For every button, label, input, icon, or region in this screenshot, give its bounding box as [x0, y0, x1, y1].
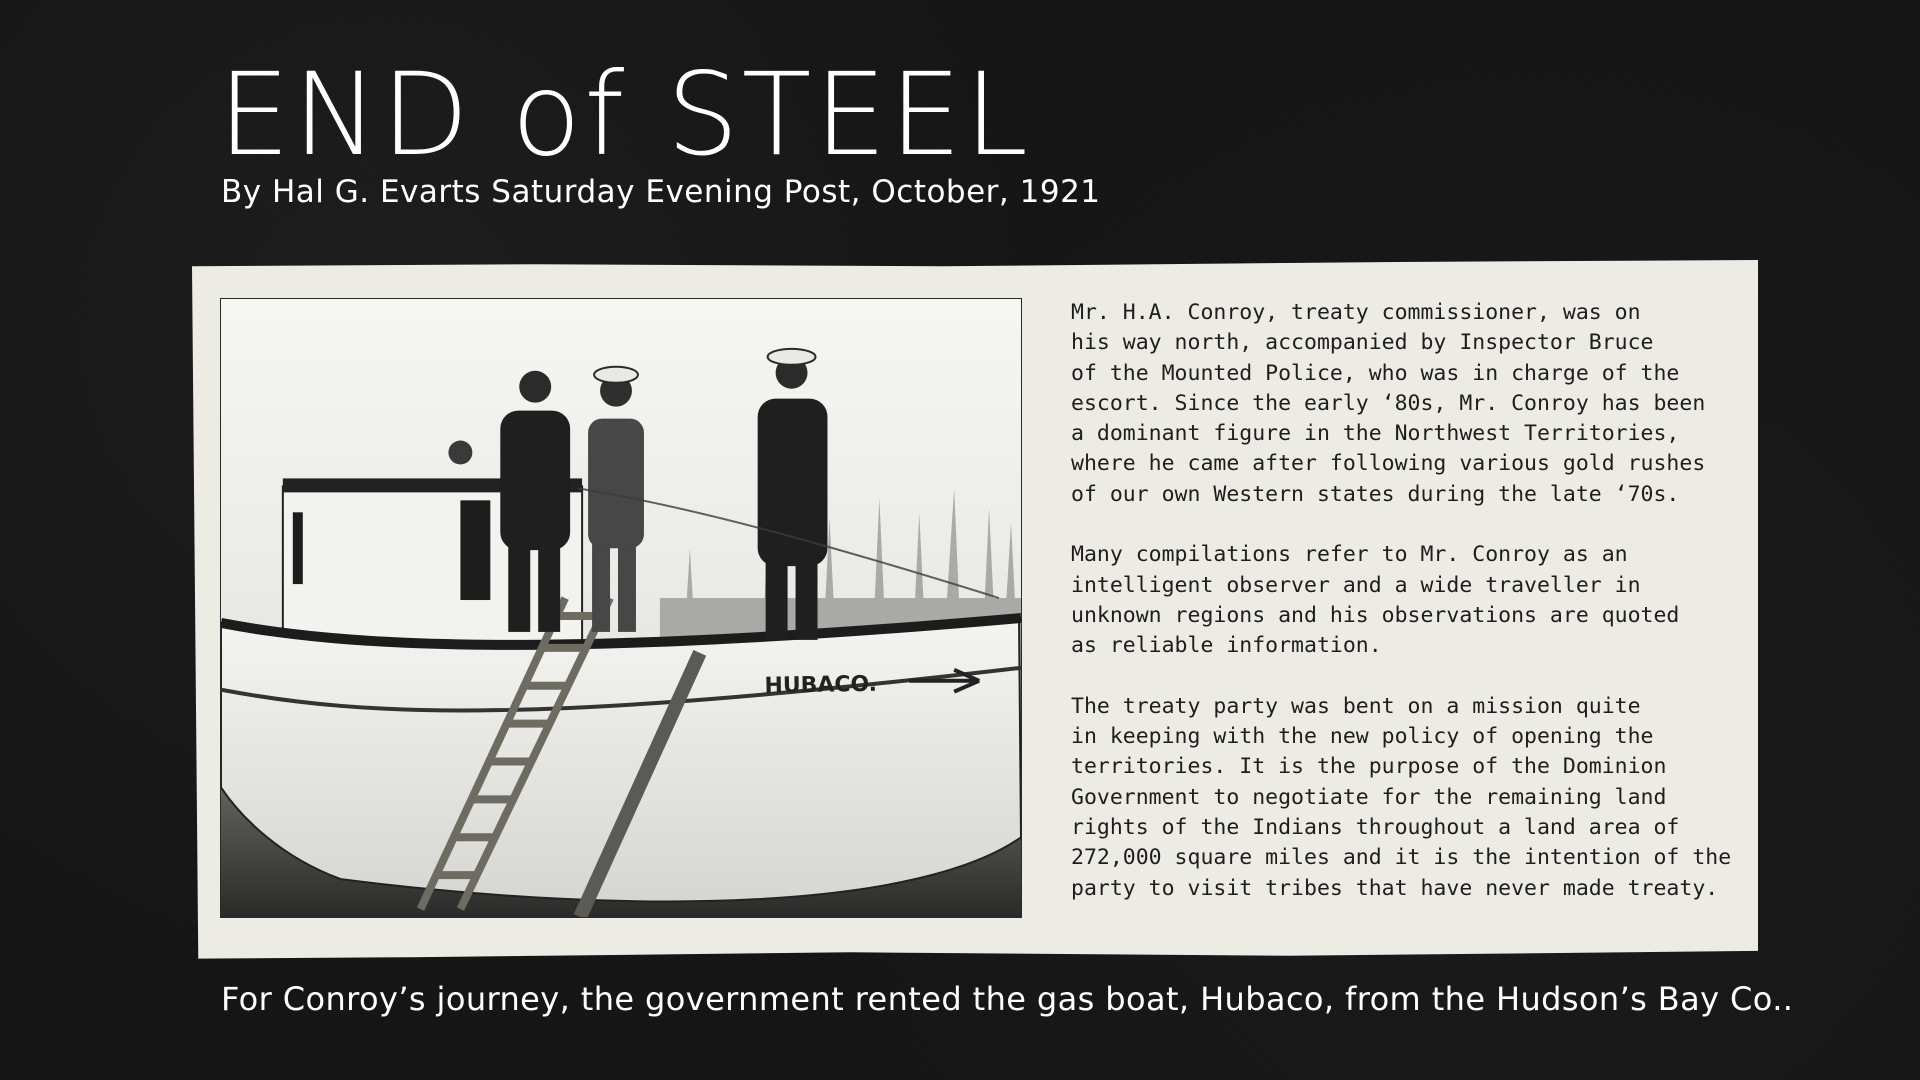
article-paragraph: The treaty party was bent on a mission quite in keeping with the new policy of opening the territories. It is the purpose of the Dominion Government to negotiate for the remaining land rights of the Indians throughout a land area of 272,000 square miles and it is the intention of the party to visit tribes that have never made treaty.: [1071, 693, 1732, 901]
boat-photo-illustration: [221, 299, 1021, 917]
photo-caption: For Conroy’s journey, the government rented the gas boat, Hubaco, from the Hudson’s Bay Co..: [221, 980, 1794, 1018]
byline: By Hal G. Evarts Saturday Evening Post, October, 1921: [221, 174, 1101, 210]
hull-lettering: HUBACO.: [764, 671, 878, 699]
hull: [221, 618, 1021, 901]
page-title: END of STEEL: [218, 48, 1032, 181]
article-text: [1071, 298, 1751, 934]
boat-photo: [220, 298, 1022, 918]
article-paragraph: Many compilations refer to Mr. Conroy as an intelligent observer and a wide traveller in unknown regions and his observations are quoted as reliable information.: [1071, 542, 1680, 659]
article-paragraph: Mr. H.A. Conroy, treaty commissioner, was on his way north, accompanied by Inspector Bruce of the Mounted Police, who was in charge of the escort. Since the early ‘80s, Mr. Conroy has been a dominant figure in the Northwest Territories, where he came after following various gold rushes of our own Western states during the late ‘70s.: [1071, 300, 1706, 507]
